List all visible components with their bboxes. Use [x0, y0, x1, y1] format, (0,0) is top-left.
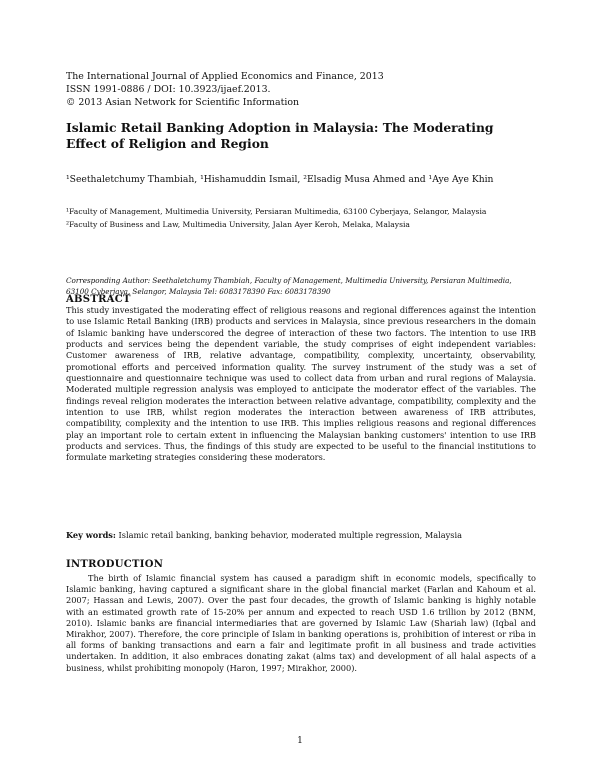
paper-title: Islamic Retail Banking Adoption in Malaysia: The Moderating Effect of Religion and Region [66, 120, 494, 151]
affiliations [66, 207, 536, 232]
author-list: ¹Seethaletchumy Thambiah, ¹Hishamuddin Ismail, ²Elsadig Musa Ahmed and ¹Aye Aye Khin [66, 174, 494, 185]
keywords-text: Islamic retail banking, banking behavior, moderated multiple regression, Malaysia [118, 530, 462, 540]
affiliation-1: ¹Faculty of Management, Multimedia University, Persiaran Multimedia, 63100 Cyberjaya, Selangor, Malaysia [66, 207, 487, 216]
abstract-heading: ABSTRACT [66, 294, 131, 305]
affiliation-2: ²Faculty of Business and Law, Multimedia University, Jalan Ayer Keroh, Melaka, Malaysia [66, 219, 410, 229]
page-number: 1 [297, 736, 303, 746]
abstract-text: This study investigated the moderating effect of religious reasons and regional differences against the intention to use Islamic Retail Banking (IRB) products and services in Malaysia, since previous researchers in the domain of Islamic banking have underscored the degree of interaction of these two factors. The intention to use IRB products and services being the dependent variable, the study comprises of eight independent variables: Customer awareness of IRB, relative advantage, compatibility, complexity, uncertainty, observability, promotional efforts and perceived information quality. The survey instrument of the study was a set of questionnaire and questionnaire technique was used to collect data from urban and rural regions of Malaysia. Moderated multiple regression analysis was employed to anticipate the moderator effect of the variables. The findings reveal religion moderates the interaction between relative advantage, compatibility, complexity and the intention to use IRB, whilst region moderates the interaction between awareness of IRB attributes, compatibility, complexity and the intention to use IRB. This implies religious reasons and regional differences play an important role to certain extent in influencing the Malaysian banking customers' intention to use IRB products and services. Thus, the findings of this study are expected to be useful to the financial institutions to formulate marketing strategies considering these moderators. [66, 305, 536, 463]
keywords [66, 530, 536, 541]
keywords-label: Key words: [66, 530, 116, 540]
corresponding-author: Corresponding Author: Seethaletchumy Thambiah, Faculty of Management, Multimedia University, Persiaran Multimedia, 63100 Cyberjaya, Selangor, Malaysia Tel: 6083178390 Fax: 6083178390 [66, 276, 512, 296]
journal-name: The International Journal of Applied Economics and Finance, 2013 [66, 71, 384, 82]
journal-copyright: © 2013 Asian Network for Scientific Information [66, 97, 300, 108]
journal-issn: ISSN 1991-0886 / DOI: 10.3923/ijaef.2013. [66, 84, 271, 95]
journal-header [66, 70, 536, 109]
introduction-text: The birth of Islamic financial system has caused a paradigm shift in economic models, specifically to Islamic banking, having captured a significant share in the global financial market (Farlan and Kahoum et al. 2007; Hassan and Lewis, 2007). Over the past four decades, the growth of Islamic banking is highly notable with an estimated growth rate of 15-20% per annum and expected to reach USD 1.6 trillion by 2012 (BNM, 2010). Islamic banks are financial intermediaries that are governed by Islamic Law (Shariah law) (Iqbal and Mirakhor, 2007). Therefore, the core principle of Islam in banking operations is, prohibition of interest or riba in all forms of banking transactions and earn a fair and legitimate profit in all business and trade activities undertaken. In addition, it also embraces donating zakat (alms tax) and development of all halal aspects of a business, whilst prohibiting monopoly (Haron, 1997; Mirakhor, 2000). [66, 573, 536, 673]
introduction-heading: INTRODUCTION [66, 559, 164, 570]
